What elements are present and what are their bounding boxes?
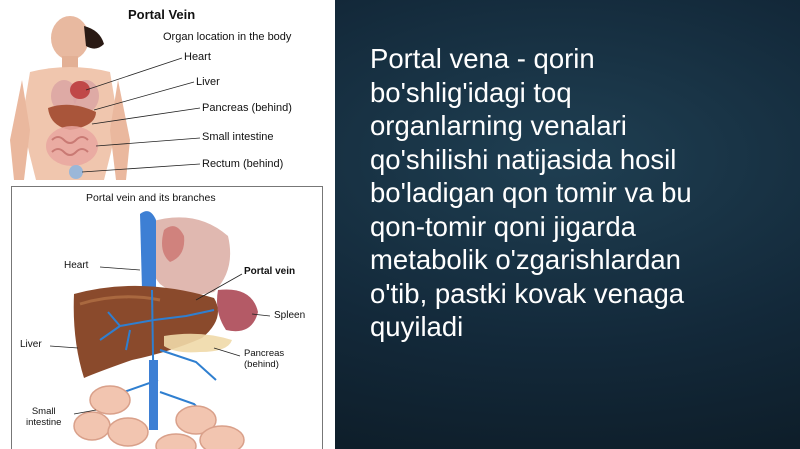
label-small-line2: intestine — [26, 417, 62, 428]
body-line: bo'ladigan qon tomir va bu — [370, 177, 692, 208]
label-portal-vein: Portal vein — [244, 266, 296, 277]
label-spleen: Spleen — [274, 310, 306, 321]
body-silhouette — [10, 16, 130, 180]
label-rectum-upper: Rectum (behind) — [202, 158, 284, 170]
body-line: qo'shilishi natijasida hosil — [370, 143, 677, 175]
body-line: organlarning venalari — [370, 110, 627, 141]
label-liver-lower: Liver — [20, 339, 42, 350]
label-pancreas-upper: Pancreas (behind) — [202, 102, 292, 114]
body-line: Portal vena - qorin — [370, 43, 595, 74]
label-pancreas-line1: Pancreas — [244, 348, 285, 359]
body-line: o'tib, pastki kovak venaga — [370, 277, 685, 309]
upper-figure-subtitle: Organ location in the body — [163, 31, 292, 43]
label-heart-upper: Heart — [184, 51, 211, 63]
label-pancreas-lower — [244, 348, 284, 370]
portal-vein-illustration — [0, 0, 335, 449]
upper-figure-title: Portal Vein — [128, 7, 196, 22]
body-line: metabolik o'zgarishlardan — [370, 244, 681, 275]
label-small-intestine-upper: Small intestine — [202, 131, 274, 143]
slide-body-text — [370, 42, 780, 344]
lower-figure-title: Portal vein and its branches — [86, 192, 216, 204]
body-line: bo'shlig'idagi toq — [370, 76, 572, 108]
label-small-intestine-lower — [26, 406, 61, 428]
label-heart-lower: Heart — [64, 260, 89, 271]
body-line: qon-tomir qoni jigarda — [370, 210, 636, 242]
label-liver-upper: Liver — [196, 76, 220, 88]
label-pancreas-line2: (behind) — [244, 359, 279, 370]
label-small-line1: Small — [31, 406, 56, 417]
body-line: quyiladi — [370, 311, 464, 342]
